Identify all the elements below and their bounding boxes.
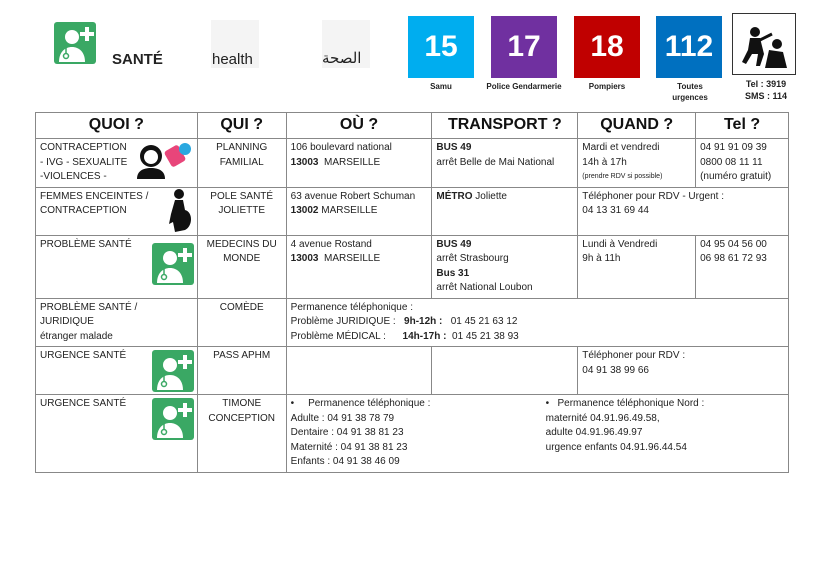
cell-text: - IVG - SEXUALITE <box>40 156 128 168</box>
col-quand: QUAND ? <box>578 113 696 139</box>
cell-text: arrêt National Loubon <box>436 282 533 293</box>
cell-text: BUS 49 <box>436 142 472 153</box>
cell-text: Permanence téléphonique Nord : <box>557 398 705 409</box>
cell-text: 14h à 17h <box>582 156 627 168</box>
cell-text: Bus 31 <box>436 267 470 279</box>
qui: PLANNING FAMILIAL <box>197 139 286 188</box>
violence-tel: Tel : 3919 <box>745 79 787 89</box>
cell-text: PASS APHM <box>197 347 286 395</box>
cell-text: Problème MÉDICAL : <box>290 330 386 342</box>
violence-icon <box>732 13 796 75</box>
health-logo-icon <box>54 22 96 69</box>
cell-text: 01 45 21 38 93 <box>452 330 519 342</box>
cell-text: arrêt Belle de Mai National <box>436 156 555 168</box>
cell-text: (prendre RDV si possible) <box>582 173 663 180</box>
pompiers-label: Pompiers <box>588 82 626 91</box>
cell-text: Enfants : 04 91 38 46 09 <box>290 456 400 467</box>
cell-text: (numéro gratuit) <box>700 171 772 182</box>
cell-text: Lundi à Vendredi <box>582 238 658 250</box>
doctor-icon <box>152 243 194 285</box>
pompiers-number: 18 <box>574 16 640 78</box>
cell-text: 14h-17h : <box>402 330 447 342</box>
col-quoi: QUOI ? <box>36 113 198 139</box>
cell-text: Dentaire : 04 91 38 81 23 <box>290 427 404 438</box>
cell-text: Mardi et vendredi <box>582 142 660 153</box>
col-tel: Tel ? <box>696 113 789 139</box>
title-ar: الصحة <box>322 50 362 67</box>
cell-text: PROBLÈME SANTÉ <box>40 238 132 250</box>
cell-text: Téléphoner pour RDV : <box>582 350 686 361</box>
table-row <box>36 139 789 188</box>
cell-text: maternité 04.91.96.49.58, <box>545 412 660 424</box>
cell-text: MARSEILLE <box>324 156 381 168</box>
cell-text: -VIOLENCES - <box>40 171 107 182</box>
cell-text: étranger malade <box>40 330 113 342</box>
cell-text: 9h à 11h <box>582 253 621 264</box>
title-fr: SANTÉ <box>112 51 163 68</box>
cell-text: BUS 49 <box>436 238 472 250</box>
cell-text: 13003 <box>290 156 319 168</box>
cell-text: Joliette <box>475 190 507 202</box>
table-header <box>36 113 789 139</box>
cell-text: adulte 04.91.96.49.97 <box>545 427 643 438</box>
urgences-label: Toutes urgences <box>672 82 708 102</box>
table-row <box>36 347 789 395</box>
cell-text: 04 91 38 99 66 <box>582 364 649 376</box>
cell-text: 04 13 31 69 44 <box>582 205 649 216</box>
cell-text: FEMMES ENCEINTES / <box>40 190 149 202</box>
cell-text: 0800 08 11 11 <box>700 156 763 168</box>
cell-text: 13002 <box>290 205 319 216</box>
cell-text: Maternité : 04 91 38 81 23 <box>290 441 408 453</box>
cell-text: 106 boulevard national <box>290 142 392 153</box>
cell-text: 04 91 91 09 39 <box>700 142 767 153</box>
urgences-number: 112 <box>656 16 722 78</box>
cell-text: COMÈDE <box>197 298 286 347</box>
col-ou: OÙ ? <box>286 113 432 139</box>
cell-text: urgence enfants 04.91.96.44.54 <box>545 441 687 453</box>
cell-text: POLE SANTÉ JOLIETTE <box>197 187 286 235</box>
cell-text: URGENCE SANTÉ <box>40 350 127 361</box>
cell-text: CONTRACEPTION <box>40 205 127 216</box>
cell-text: Permanence téléphonique : <box>290 301 413 313</box>
cell-text: Problème JURIDIQUE : <box>290 316 396 327</box>
cell-text: 06 98 61 72 93 <box>700 253 767 264</box>
cell-text: CONTRACEPTION <box>40 142 127 153</box>
col-qui: QUI ? <box>197 113 286 139</box>
cell-text: MARSEILLE <box>321 205 378 216</box>
table-row <box>36 187 789 235</box>
cell-text: Téléphoner pour RDV - Urgent : <box>582 190 724 202</box>
violence-sms: SMS : 114 <box>744 91 788 101</box>
cell-text: URGENCE SANTÉ <box>40 398 127 409</box>
title-en: health <box>212 51 253 68</box>
doctor-icon <box>152 398 194 440</box>
resources-table <box>35 112 789 473</box>
police-label: Police Gendarmerie <box>486 82 562 91</box>
col-transport: TRANSPORT ? <box>432 113 578 139</box>
woman-contraception-icon <box>135 139 193 179</box>
cell-text: Adulte : 04 91 38 78 79 <box>290 412 395 424</box>
cell-text: 04 95 04 56 00 <box>700 238 767 250</box>
table-row <box>36 298 789 347</box>
cell-text: 01 45 21 63 12 <box>450 316 518 327</box>
cell-text: MEDECINS DU MONDE <box>197 235 286 298</box>
samu-label: Samu <box>430 82 452 91</box>
pregnant-woman-icon <box>163 188 193 234</box>
cell-text: 63 avenue Robert Schuman <box>290 190 416 202</box>
police-number: 17 <box>491 16 557 78</box>
cell-text: TIMONE CONCEPTION <box>197 395 286 473</box>
cell-text: 4 avenue Rostand <box>290 238 372 250</box>
cell-text: arrêt Strasbourg <box>436 253 509 264</box>
cell-text: MARSEILLE <box>324 253 381 264</box>
cell-text: 9h-12h : <box>404 316 443 327</box>
cell-text: 13003 <box>290 253 319 264</box>
samu-number: 15 <box>408 16 474 78</box>
cell-text: PROBLÈME SANTÉ / JURIDIQUE <box>40 301 138 327</box>
table-row: URGENCE SANTÉ TIMONE CONCEPTION • Permanence téléphonique : Adulte : 04 91 38 78 79 Dentaire : 04 91 38 81 23 Maternité : 04 91 38 81 23 Enfants : 04 91 38 46 09 • Permanence téléphonique Nord : maternité 04.91.96.49.58, adulte 04.91.96.49.97 urgence enfants 04.91.96.44.54 <box>36 395 789 473</box>
table-row <box>36 235 789 298</box>
doctor-icon <box>152 350 194 392</box>
cell-text: MÉTRO <box>436 190 473 202</box>
cell-text: Permanence téléphonique : <box>308 398 431 409</box>
